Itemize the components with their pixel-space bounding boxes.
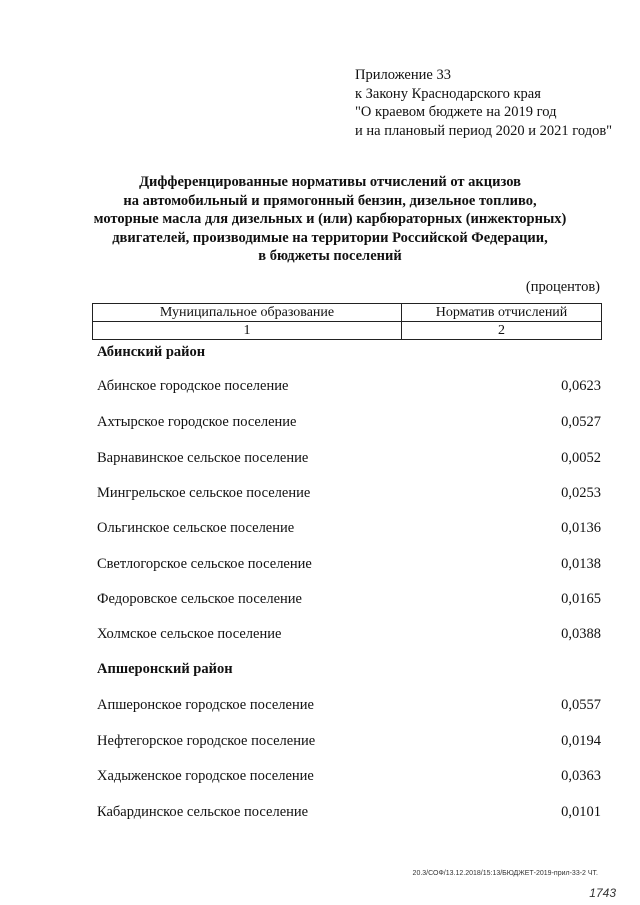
settlement-name: Нефтегорское городское поселение bbox=[97, 733, 316, 749]
table-row bbox=[97, 556, 601, 574]
rate-value: 0,0052 bbox=[561, 450, 601, 466]
settlement-name: Ахтырское городское поселение bbox=[97, 414, 297, 430]
appendix-line: к Закону Краснодарского края bbox=[355, 85, 541, 102]
column-number-2: 2 bbox=[402, 322, 602, 340]
appendix-line: "О краевом бюджете на 2019 год bbox=[355, 104, 557, 120]
settlement-name: Варнавинское сельское поселение bbox=[97, 450, 309, 466]
table-row bbox=[97, 414, 601, 432]
column-header-rate: Норматив отчислений bbox=[402, 304, 602, 322]
table-row bbox=[97, 378, 601, 396]
table-row bbox=[97, 697, 601, 715]
appendix-line: и на плановый период 2020 и 2021 годов" bbox=[355, 122, 613, 139]
settlement-name: Светлогорское сельское поселение bbox=[97, 556, 312, 572]
rate-value: 0,0557 bbox=[561, 697, 601, 713]
settlement-name: Мингрельское сельское поселение bbox=[97, 485, 311, 501]
rate-value: 0,0101 bbox=[561, 804, 601, 820]
rate-value: 0,0136 bbox=[561, 520, 601, 536]
district-heading: Абинский район bbox=[97, 344, 206, 360]
rate-value: 0,0165 bbox=[561, 591, 601, 607]
title-line: моторные масла для дизельных и (или) карбюраторных (инжекторных) bbox=[93, 211, 567, 227]
table-row bbox=[97, 626, 601, 644]
rate-value: 0,0388 bbox=[561, 626, 601, 642]
rate-value: 0,0527 bbox=[561, 414, 601, 430]
rate-value: 0,0138 bbox=[561, 556, 601, 572]
district-heading: Апшеронский район bbox=[97, 661, 233, 677]
table-row bbox=[97, 768, 601, 786]
settlement-name: Федоровское сельское поселение bbox=[97, 591, 302, 607]
table-row bbox=[97, 733, 601, 751]
footer-document-code: 20.3/СОФ/13.12.2018/15:13/БЮДЖЕТ-2019-прил-33-2 ЧТ. bbox=[412, 870, 598, 877]
settlement-name: Хадыженское городское поселение bbox=[97, 768, 314, 784]
column-number-1: 1 bbox=[93, 322, 402, 340]
settlement-name: Холмское сельское поселение bbox=[97, 626, 282, 642]
rate-value: 0,0194 bbox=[561, 733, 601, 749]
settlement-name: Апшеронское городское поселение bbox=[97, 697, 314, 713]
settlement-name: Ольгинское сельское поселение bbox=[97, 520, 295, 536]
table-row bbox=[97, 485, 601, 503]
title-line: на автомобильный и прямогонный бензин, дизельное топливо, bbox=[123, 192, 537, 209]
units-label: (процентов) bbox=[525, 279, 600, 295]
title-line: Дифференцированные нормативы отчислений от акцизов bbox=[139, 174, 521, 190]
table-row bbox=[97, 591, 601, 609]
rate-value: 0,0623 bbox=[561, 378, 601, 394]
rate-value: 0,0363 bbox=[561, 768, 601, 784]
page-number: 1743 bbox=[589, 886, 616, 900]
table-row bbox=[97, 520, 601, 538]
table-row bbox=[97, 804, 601, 822]
appendix-line: Приложение 33 bbox=[355, 67, 451, 83]
settlement-name: Кабардинское сельское поселение bbox=[97, 804, 309, 820]
rate-value: 0,0253 bbox=[561, 485, 601, 501]
column-header-municipality: Муниципальное образование bbox=[93, 304, 402, 322]
settlement-name: Абинское городское поселение bbox=[97, 378, 289, 394]
title-line: в бюджеты поселений bbox=[258, 248, 402, 264]
title-line: двигателей, производимые на территории Российской Федерации, bbox=[112, 229, 548, 246]
table-row bbox=[97, 450, 601, 468]
